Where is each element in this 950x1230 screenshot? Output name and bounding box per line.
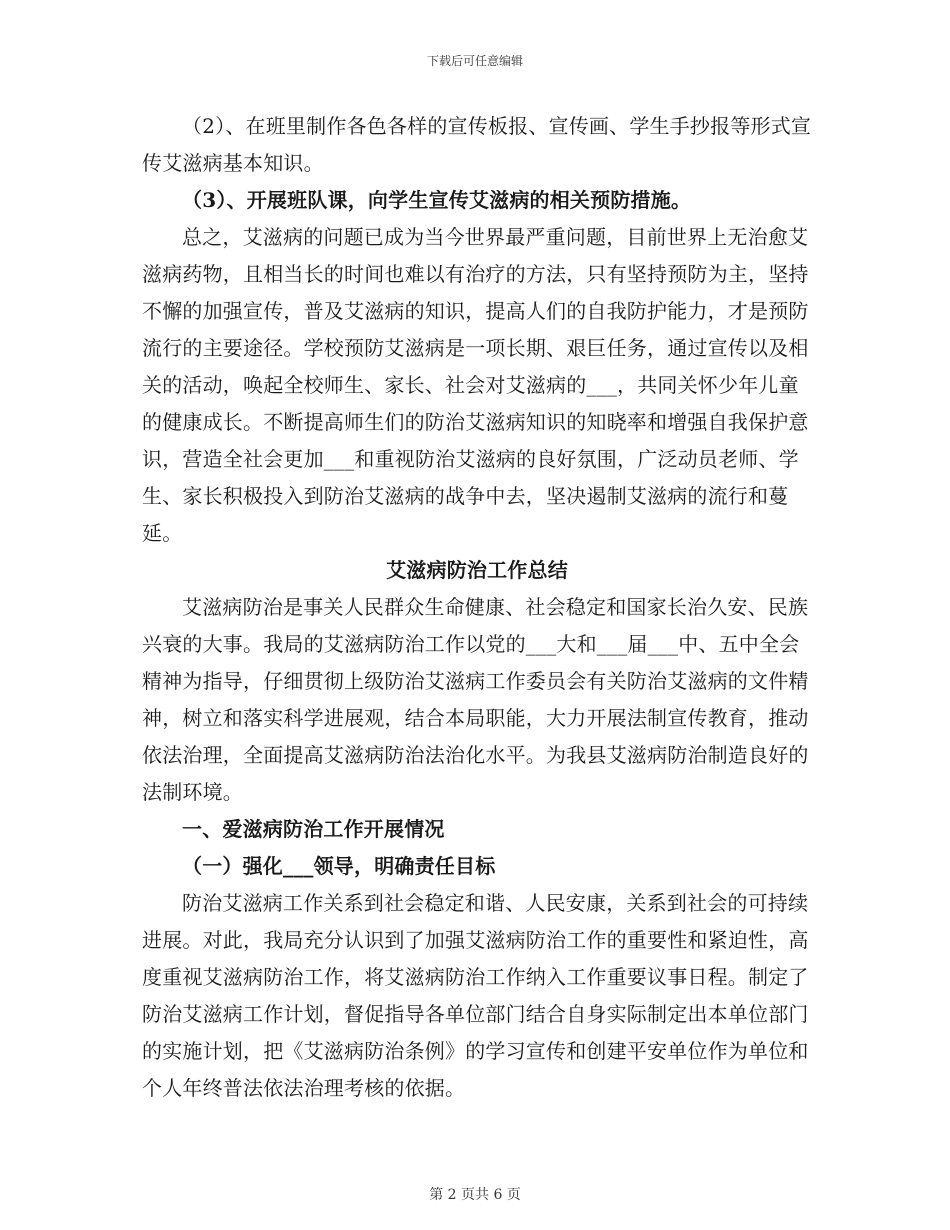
- page-footer: 第 2 页共 6 页: [429, 1187, 521, 1203]
- section-heading-1: 一、爱滋病防治工作开展情况: [182, 817, 445, 841]
- subsection-heading-1: （一）强化___领导，明确责任目标: [182, 854, 496, 878]
- paragraph-intro: 艾滋病防治是事关人民群众生命健康、社会稳定和国家长治久安、民族兴衰的大事。我局的艾滋病防治工作以党的___大和___届___中、五中全会精神为指导，仔细贯彻上级防治艾滋病工作委员会有关防治艾滋病的文件精神，树立和落实科学进展观，结合本局职能，大力开展法制宣传教育，推动依法治理，全面提高艾滋病防治法治化水平。为我县艾滋病防治制造良好的法制环境。: [142, 595, 809, 804]
- document-title: 艾滋病防治工作总结: [386, 558, 568, 582]
- page-header: 下载后可任意编辑: [426, 54, 523, 68]
- paragraph-body-1: 防治艾滋病工作关系到社会稳定和谐、人民安康，关系到社会的可持续进展。对此，我局充分认识到了加强艾滋病防治工作的重要性和紧迫性，高度重视艾滋病防治工作，将艾滋病防治工作纳入工作重要议事日程。制定了防治艾滋病工作计划，督促指导各单位部门结合自身实际制定出本单位部门的实施计划，把《艾滋病防治条例》的学习宣传和创建平安单位作为单位和个人年终普法依法治理考核的依据。: [142, 891, 809, 1100]
- paragraph-item-3: （3）、开展班队课，向学生宣传艾滋病的相关预防措施。: [182, 188, 692, 212]
- paragraph-summary: 总之，艾滋病的问题已成为当今世界最严重问题，目前世界上无治愈艾滋病药物，且相当长的时间也难以有治疗的方法，只有坚持预防为主，坚持不懈的加强宣传，普及艾滋病的知识，提高人们的自我防护能力，才是预防流行的主要途径。学校预防艾滋病是一项长期、艰巨任务，通过宣传以及相关的活动，唤起全校师生、家长、社会对艾滋病的___，共同关怀少年儿童的健康成长。不断提高师生们的防治艾滋病知识的知晓率和增强自我保护意识，营造全社会更加___和重视防治艾滋病的良好氛围，广泛动员老师、学生、家长积极投入到防治艾滋病的战争中去，坚决遏制艾滋病的流行和蔓延。: [142, 225, 809, 545]
- document-body: [142, 108, 812, 1107]
- paragraph-item-2: （2）、在班里制作各色各样的宣传板报、宣传画、学生手抄报等形式宣传艾滋病基本知识。: [142, 114, 812, 175]
